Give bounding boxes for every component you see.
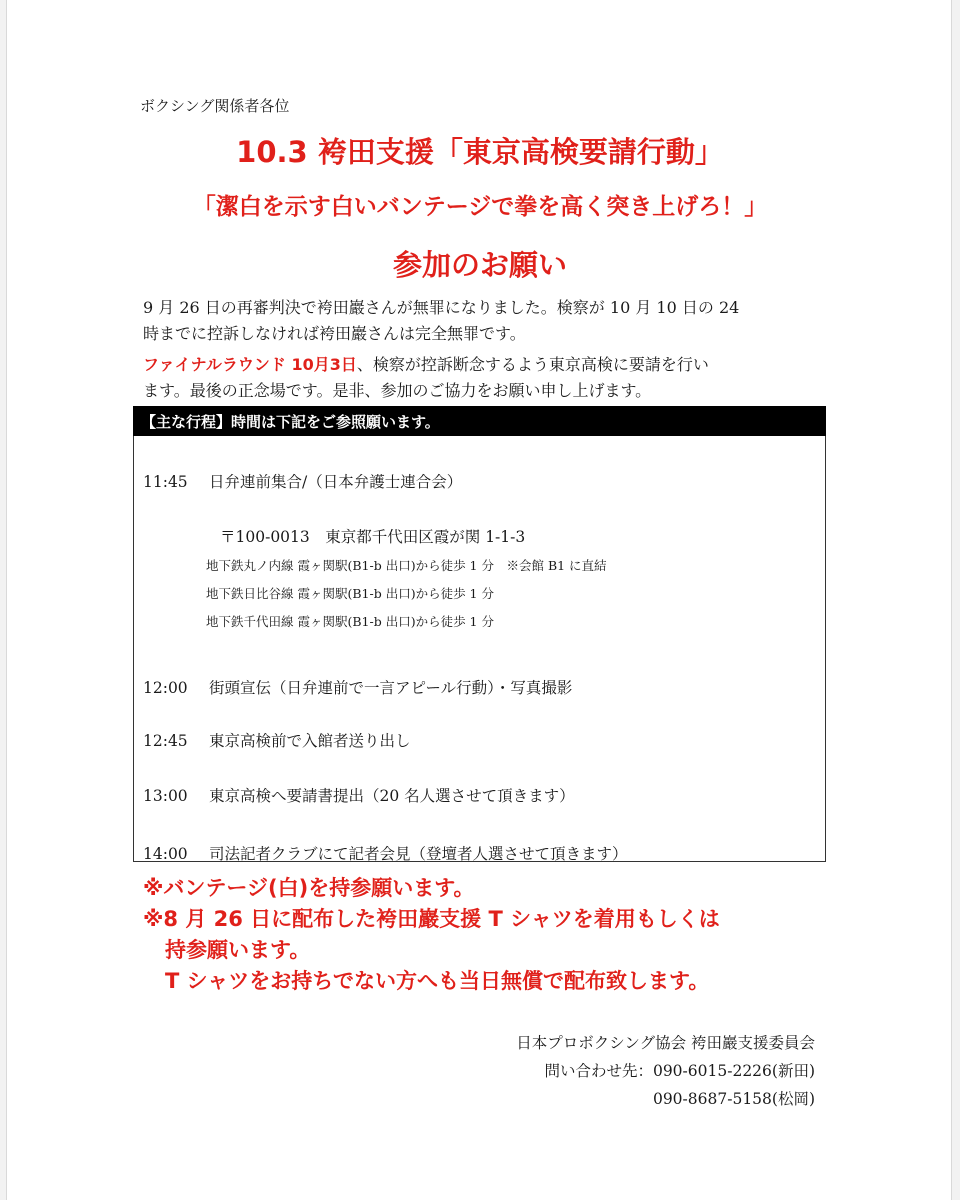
document-subtitle: 「潔白を示す白いバンテージで拳を高く突き上げろ！」 — [192, 194, 768, 220]
schedule-item — [143, 470, 462, 492]
intro-line-2: 時までに控訴しなければ袴田巖さんは完全無罪です。 — [143, 324, 526, 343]
document-heading: 参加のお願い — [392, 248, 567, 282]
footer-contact: 090-8687-5158(松岡) — [652, 1090, 815, 1108]
note-line: ※バンテージ(白)を持参願います。 — [143, 876, 475, 900]
schedule-time: 12:45 — [143, 732, 188, 750]
final-round-highlight: ファイナルラウンド 10月3日 — [143, 355, 357, 374]
schedule-time: 11:45 — [143, 473, 188, 491]
schedule-text: 東京高検へ要請書提出（20 名人選させて頂きます） — [209, 787, 575, 805]
schedule-item — [143, 676, 572, 698]
intro-line-3-rest: 、検察が控訴断念するよう東京高検に要請を行い — [356, 355, 709, 374]
note-line: 持参願います。 — [165, 938, 311, 962]
note-line: T シャツをお持ちでない方へも当日無償で配布致します。 — [165, 969, 710, 993]
schedule-time: 12:00 — [143, 679, 188, 697]
schedule-item — [143, 842, 628, 864]
document-title: 10.3 袴田支援「東京高検要請行動」 — [236, 135, 724, 169]
note-line: ※8 月 26 日に配布した袴田巖支援 T シャツを着用もしくは — [143, 907, 720, 931]
schedule-text: 街頭宣伝（日弁連前で一言アピール行動）・写真撮影 — [209, 679, 573, 697]
schedule-time: 13:00 — [143, 787, 188, 805]
schedule-item — [143, 729, 411, 751]
access-line: 地下鉄丸ノ内線 霞ヶ関駅(B1-b 出口)から徒歩 1 分 ※会館 B1 に直結 — [206, 558, 607, 573]
footer-contact: 問い合わせ先：090-6015-2226(新田) — [544, 1062, 815, 1080]
schedule-time: 14:00 — [143, 845, 188, 863]
footer-org: 日本プロボクシング協会 袴田巖支援委員会 — [516, 1034, 815, 1052]
access-line: 地下鉄日比谷線 霞ヶ関駅(B1-b 出口)から徒歩 1 分 — [206, 586, 494, 601]
intro-line-3 — [143, 352, 709, 375]
schedule-text: 司法記者クラブにて記者会見（登壇者人選させて頂きます） — [209, 845, 628, 863]
intro-line-1: 9 月 26 日の再審判決で袴田巖さんが無罪になりました。検察が 10 月 10 日の 24 — [143, 298, 740, 317]
schedule-text: 日弁連前集合/（日本弁護士連合会） — [209, 473, 463, 491]
access-line: 地下鉄千代田線 霞ヶ関駅(B1-b 出口)から徒歩 1 分 — [206, 614, 494, 629]
schedule-header: 【主な行程】時間は下記をご参照願います。 — [133, 406, 826, 436]
schedule-text: 東京高検前で入館者送り出し — [209, 732, 411, 750]
venue-address: 〒100-0013 東京都千代田区霞が関 1-1-3 — [220, 528, 526, 546]
intro-line-4: ます。最後の正念場です。是非、参加のご協力をお願い申し上げます。 — [143, 381, 652, 400]
salutation: ボクシング関係者各位 — [140, 97, 290, 115]
schedule-item — [143, 784, 575, 806]
